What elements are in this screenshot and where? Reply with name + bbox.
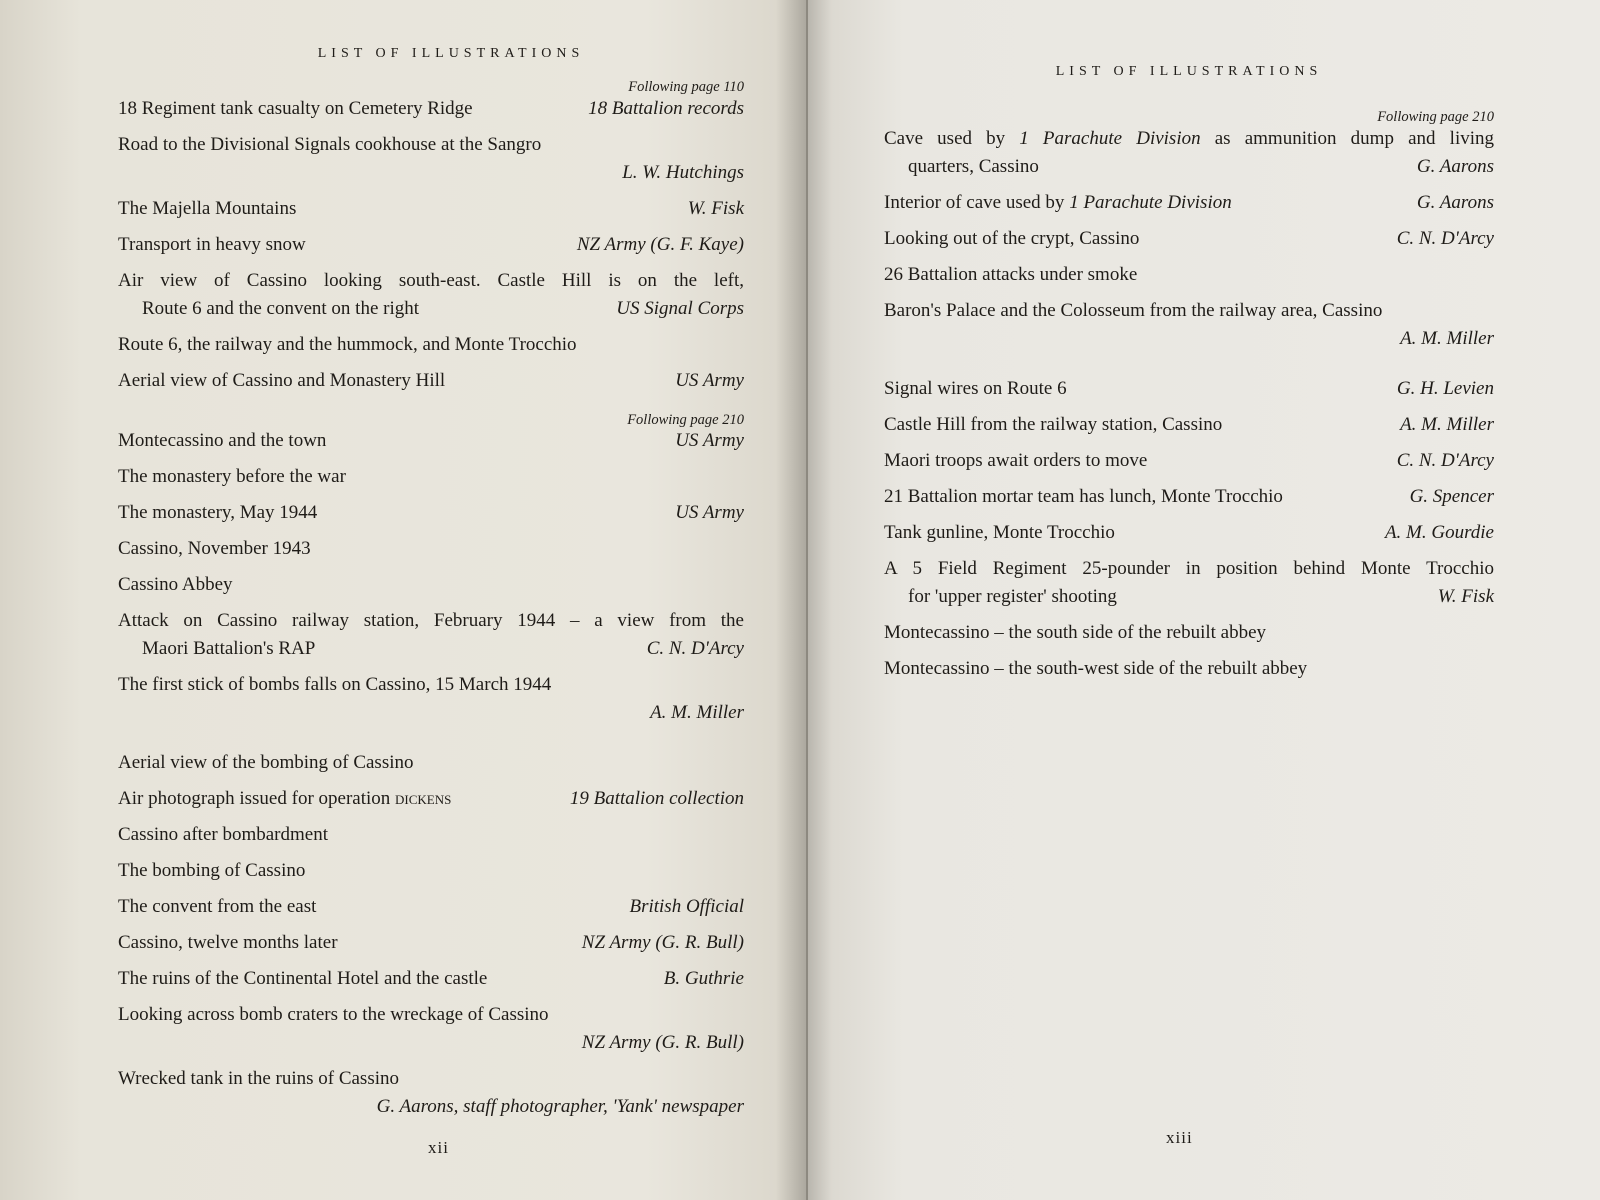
list-item	[118, 893, 744, 921]
entry-caption: Looking out of the crypt, Cassino	[884, 227, 1140, 249]
list-item	[118, 95, 744, 123]
entry-caption: Aerial view of the bombing of Cassino	[118, 752, 414, 773]
entry-caption: A 5 Field Regiment 25-pounder in position behind Monte Trocchio	[884, 557, 1494, 579]
entry-credit: G. Aarons, staff photographer, 'Yank' newspaper	[376, 1096, 744, 1117]
entry-credit: B. Guthrie	[663, 968, 744, 989]
section-head: Following page 210	[627, 411, 744, 428]
list-spacer	[118, 735, 744, 749]
entry-credit: C. N. D'Arcy	[1396, 227, 1494, 249]
entry-caption: The first stick of bombs falls on Cassino, 15 March 1944	[118, 674, 552, 695]
list-item	[884, 297, 1494, 353]
entry-caption: Wrecked tank in the ruins of Cassino	[118, 1068, 400, 1089]
list-item	[118, 1065, 744, 1121]
list-item	[884, 261, 1494, 289]
entry-credit: W. Fisk	[1437, 585, 1494, 607]
entry-credit: A. M. Miller	[1400, 327, 1494, 349]
unit-name: 1 Parachute Division	[1069, 191, 1232, 213]
list-item	[118, 607, 744, 663]
list-item	[884, 225, 1494, 253]
entry-credit: W. Fisk	[687, 197, 744, 219]
entry-caption-continued: Maori Battalion's RAP	[142, 638, 316, 659]
entry-caption: Baron's Palace and the Colosseum from the railway area, Cassino	[884, 299, 1383, 321]
entry-credit: C. N. D'Arcy	[1396, 449, 1494, 471]
entry-caption: Maori troops await orders to move	[884, 449, 1148, 471]
list-item	[118, 463, 744, 491]
list-spacer	[884, 361, 1494, 375]
entry-caption: Montecassino – the south side of the rebuilt abbey	[884, 621, 1267, 643]
entry-credit: C. N. D'Arcy	[646, 638, 744, 659]
entry-credit: G. H. Levien	[1396, 377, 1494, 399]
right-page	[808, 0, 1600, 1200]
entry-caption: 21 Battalion mortar team has lunch, Monte Trocchio	[884, 485, 1283, 507]
entry-caption	[118, 785, 552, 813]
list-item	[884, 125, 1494, 181]
entry-caption-text: Cave used by	[884, 127, 1020, 149]
list-item	[118, 785, 744, 813]
illustration-list	[118, 427, 744, 1121]
list-item	[118, 499, 744, 527]
entry-caption: The ruins of the Continental Hotel and the castle	[118, 968, 488, 989]
entry-caption: Cassino Abbey	[118, 574, 233, 595]
entry-caption-text: Interior of cave used by	[884, 191, 1070, 213]
entry-credit: US Army	[675, 502, 744, 523]
list-item	[884, 483, 1494, 511]
list-item	[118, 231, 744, 259]
entry-caption: Tank gunline, Monte Trocchio	[884, 521, 1115, 543]
entry-credit: 19 Battalion collection	[569, 788, 744, 809]
list-item	[118, 749, 744, 777]
list-item	[118, 331, 744, 359]
page-number: xii	[428, 1138, 449, 1157]
list-item	[118, 195, 744, 223]
list-item	[118, 571, 744, 599]
running-head: LIST OF ILLUSTRATIONS	[1055, 64, 1323, 79]
list-item	[884, 411, 1494, 439]
list-item	[118, 929, 744, 957]
illustration-list	[884, 125, 1494, 683]
list-item	[884, 447, 1494, 475]
entry-caption: The Majella Mountains	[118, 197, 297, 219]
entry-caption-continued: quarters, Cassino	[908, 155, 1039, 177]
entry-caption: The bombing of Cassino	[118, 860, 306, 881]
list-item	[118, 131, 744, 187]
list-item	[118, 671, 744, 727]
entry-caption: Cassino, November 1943	[118, 538, 311, 559]
list-item	[118, 1001, 744, 1057]
entry-caption: 26 Battalion attacks under smoke	[884, 263, 1138, 285]
entry-caption: Cassino after bombardment	[118, 824, 329, 845]
illustration-list	[118, 95, 744, 395]
entry-credit: G. Aarons	[1416, 155, 1494, 177]
entry-credit: L. W. Hutchings	[622, 161, 744, 183]
list-item	[118, 857, 744, 885]
entry-credit: US Army	[675, 430, 744, 451]
entry-caption: Attack on Cassino railway station, February 1944 – a view from the	[118, 610, 744, 631]
list-item	[118, 965, 744, 993]
entry-caption: Looking across bomb craters to the wreckage of Cassino	[118, 1004, 549, 1025]
entry-credit: A. M. Miller	[650, 702, 744, 723]
entry-credit: US Signal Corps	[616, 297, 744, 319]
entry-caption: The convent from the east	[118, 896, 317, 917]
entry-credit: 18 Battalion records	[588, 97, 744, 119]
entry-caption: Air view of Cassino looking south-east. Castle Hill is on the left,	[118, 269, 744, 291]
list-item	[884, 375, 1494, 403]
entry-caption: Montecassino – the south-west side of the rebuilt abbey	[884, 657, 1308, 679]
operation-name: dickens	[395, 788, 452, 809]
entry-caption	[884, 125, 1494, 153]
entry-caption-continued: Route 6 and the convent on the right	[142, 297, 420, 319]
running-head: LIST OF ILLUSTRATIONS	[317, 46, 585, 61]
entry-credit: NZ Army (G. F. Kaye)	[576, 233, 744, 255]
list-item	[118, 821, 744, 849]
entry-credit: A. M. Miller	[1400, 413, 1494, 435]
entry-caption: Road to the Divisional Signals cookhouse at the Sangro	[118, 133, 542, 155]
entry-caption: Montecassino and the town	[118, 430, 327, 451]
entry-caption: Transport in heavy snow	[118, 233, 306, 255]
list-item	[884, 655, 1494, 683]
entry-credit: NZ Army (G. R. Bull)	[581, 1032, 744, 1053]
list-item	[884, 519, 1494, 547]
entry-caption: 18 Regiment tank casualty on Cemetery Ridge	[118, 97, 473, 119]
entry-credit: British Official	[629, 896, 744, 917]
list-item	[884, 619, 1494, 647]
entry-caption-continued: for 'upper register' shooting	[908, 585, 1117, 607]
entry-caption-text: as ammunition dump and living	[1200, 127, 1495, 149]
list-item	[118, 267, 744, 323]
entry-caption: Cassino, twelve months later	[118, 932, 338, 953]
entry-caption: Signal wires on Route 6	[884, 377, 1067, 399]
entry-caption: The monastery, May 1944	[118, 502, 318, 523]
section-head: Following page 110	[628, 79, 744, 95]
list-item	[118, 427, 744, 455]
entry-credit: A. M. Gourdie	[1384, 521, 1494, 543]
list-item	[118, 367, 744, 395]
entry-caption-text: Air photograph issued for operation	[118, 788, 396, 809]
page-number: xiii	[1166, 1128, 1193, 1147]
entry-credit: NZ Army (G. R. Bull)	[581, 932, 744, 953]
entry-credit: G. Aarons	[1416, 191, 1494, 213]
section-head: Following page 210	[1377, 109, 1494, 125]
entry-credit: US Army	[675, 369, 744, 391]
entry-caption: Castle Hill from the railway station, Cassino	[884, 413, 1223, 435]
list-item	[118, 535, 744, 563]
list-item	[884, 555, 1494, 611]
entry-caption: Route 6, the railway and the hummock, and Monte Trocchio	[118, 333, 577, 355]
entry-caption	[884, 189, 1399, 217]
entry-caption: Aerial view of Cassino and Monastery Hill	[118, 369, 446, 391]
list-item	[884, 189, 1494, 217]
entry-caption: The monastery before the war	[118, 466, 346, 487]
entry-credit: G. Spencer	[1409, 485, 1494, 507]
unit-name: 1 Parachute Division	[1019, 127, 1201, 149]
